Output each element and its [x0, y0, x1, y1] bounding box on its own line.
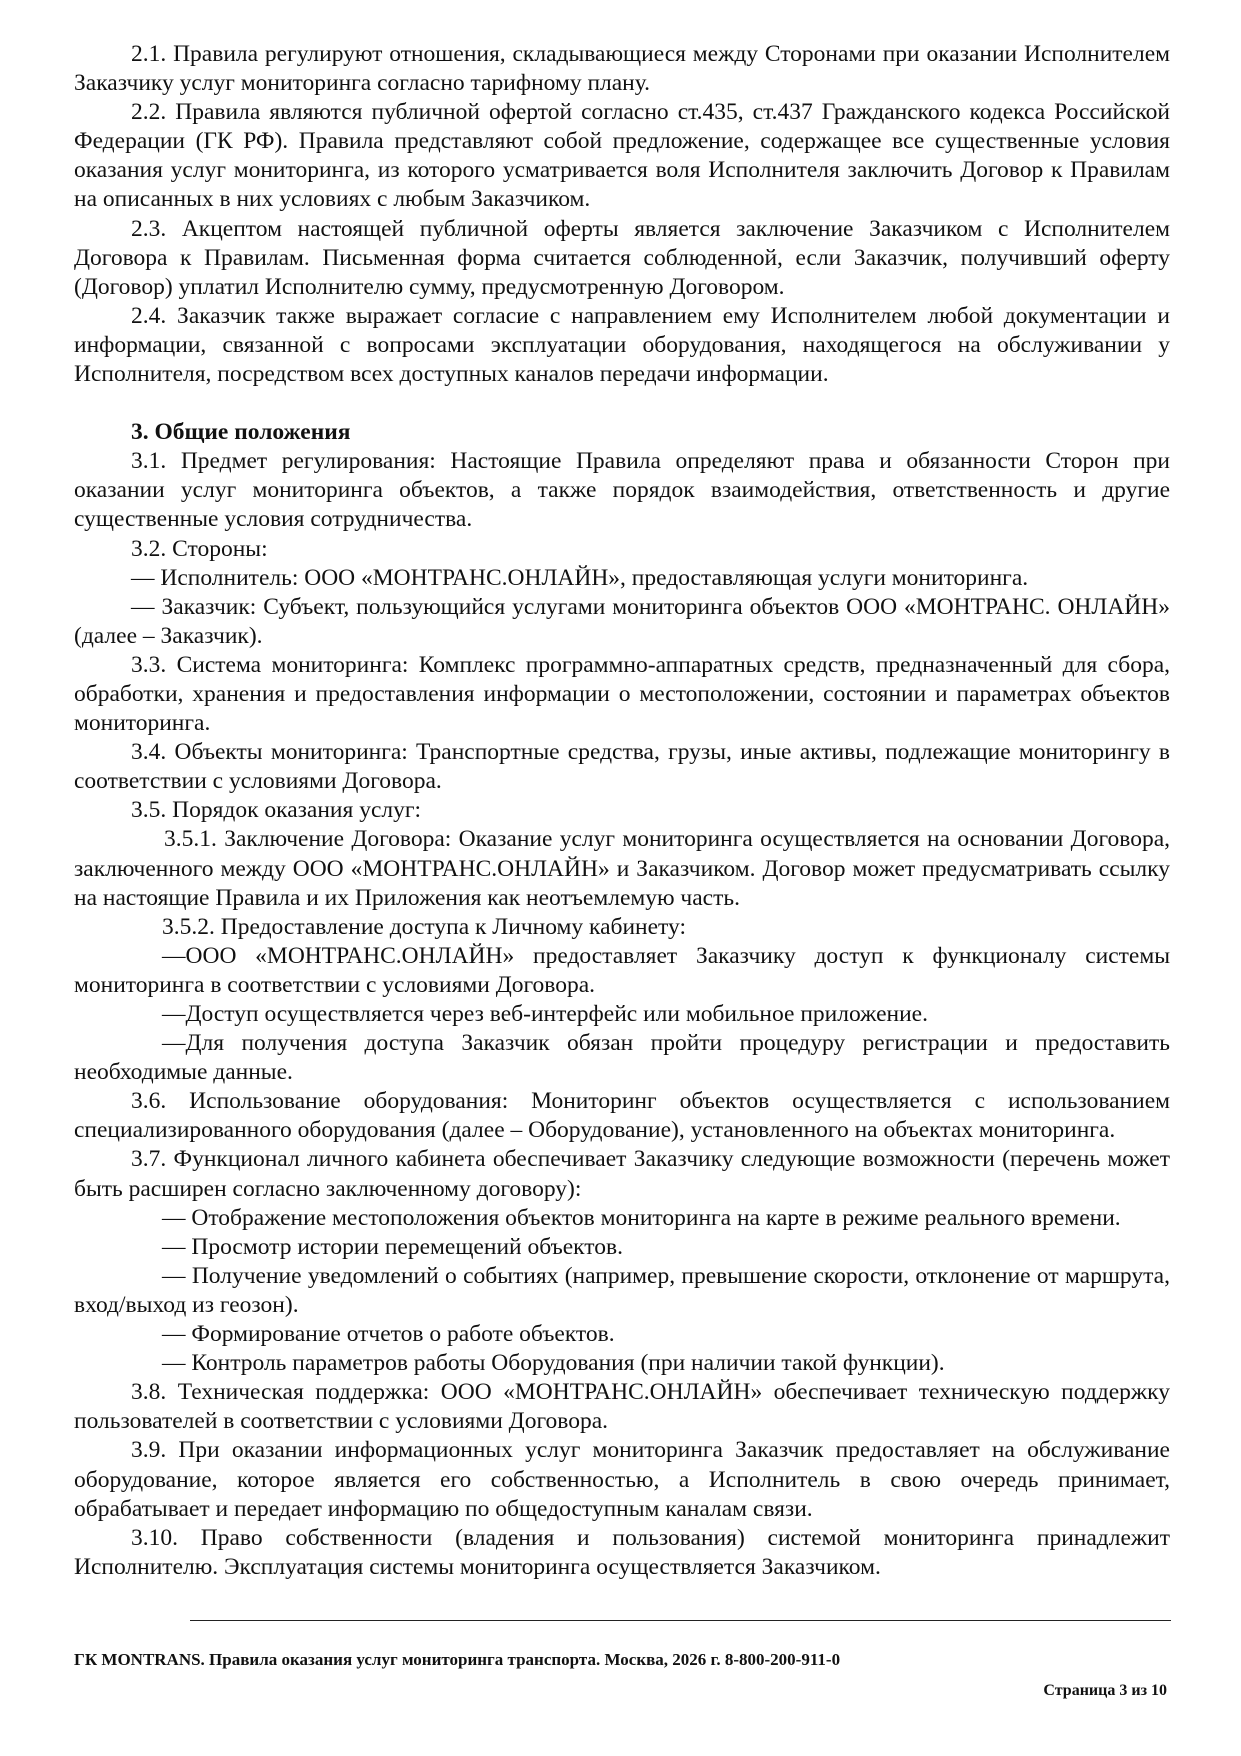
list-item-customer: — Заказчик: Субъект, пользующийся услугами мониторинга объектов ООО «МОНТРАНС. ОНЛАЙН» (далее – Заказчик).: [74, 593, 1170, 649]
paragraph-2-2: 2.2. Правила являются публичной офертой согласно ст.435, ст.437 Гражданского кодекса Российской Федерации (ГК РФ). Правила представляют собой предложение, содержащее все существенные условия оказания услуг мониторинга, из которого усматривается воля Исполнителя заключить Договор к Правилам на описанных в них условиях с любым Заказчиком.: [74, 99, 1170, 213]
list-item-map-location: — Отображение местоположения объектов мониторинга на карте в режиме реального времени.: [162, 1204, 1121, 1231]
page-number: Страница 3 из 10: [1043, 1682, 1167, 1699]
paragraph-3-9: 3.9. При оказании информационных услуг мониторинга Заказчик предоставляет на обслуживание оборудование, которое является его собственностью, а Исполнитель в свою очередь принимает, обрабатывает и передает информацию по общедоступным каналам связи.: [74, 1437, 1170, 1522]
paragraph-3-3: 3.3. Система мониторинга: Комплекс программно-аппаратных средств, предназначенный для сбора, обработки, хранения и предоставления информации о местоположении, состоянии и параметрах объектов мониторинга.: [74, 651, 1170, 737]
paragraph-3-1: 3.1. Предмет регулирования: Настоящие Правила определяют права и обязанности Сторон при оказании услуг мониторинга объектов, а также порядок взаимодействия, ответственность и другие существенные условия сотрудничества.: [74, 448, 1170, 533]
paragraph-2-1: 2.1. Правила регулируют отношения, складывающиеся между Сторонами при оказании Исполнителем Заказчику услуг мониторинга согласно тарифному плану.: [74, 41, 1170, 97]
paragraph-3-7: 3.7. Функционал личного кабинета обеспечивает Заказчику следующие возможности (перечень может быть расширен согласно заключенному договору):: [74, 1146, 1170, 1202]
paragraph-3-8: 3.8. Техническая поддержка: ООО «МОНТРАНС.ОНЛАЙН» обеспечивает техническую поддержку пользователей в соответствии с условиями Договора.: [74, 1379, 1170, 1435]
paragraph-3-2: 3.2. Стороны:: [131, 535, 268, 562]
paragraph-3-5: 3.5. Порядок оказания услуг:: [131, 797, 422, 824]
list-item-notifications: — Получение уведомлений о событиях (например, превышение скорости, отклонение от маршрута, вход/выход из геозон).: [74, 1262, 1170, 1318]
document-body: [74, 40, 1170, 1582]
section-3-heading: 3. Общие положения: [131, 419, 351, 446]
list-item-access-channel: —Доступ осуществляется через веб-интерфейс или мобильное приложение.: [162, 1001, 928, 1027]
list-item-reports: — Формирование отчетов о работе объектов.: [162, 1321, 615, 1348]
paragraph-2-4: 2.4. Заказчик также выражает согласие с направлением ему Исполнителем любой документации и информации, связанной с вопросами эксплуатации оборудования, находящегося на обслуживании у Исполнителя, посредством всех доступных каналов передачи информации.: [74, 302, 1170, 388]
footer-divider: [190, 1620, 1171, 1621]
paragraph-3-4: 3.4. Объекты мониторинга: Транспортные средства, грузы, иные активы, подлежащие мониторингу в соответствии с условиями Договора.: [74, 739, 1170, 795]
list-item-registration: —Для получения доступа Заказчик обязан пройти процедуру регистрации и предоставить необходимые данные.: [74, 1030, 1170, 1086]
footer-text: ГК MONTRANS. Правила оказания услуг мониторинга транспорта. Москва, 2026 г. 8-800-200-911-0: [74, 1650, 841, 1669]
list-item-access-provided: —ООО «МОНТРАНС.ОНЛАЙН» предоставляет Заказчику доступ к функционалу системы мониторинга в соответствии с условиями Договора.: [74, 942, 1170, 998]
paragraph-3-5-1: 3.5.1. Заключение Договора: Оказание услуг мониторинга осуществляется на основании Договора, заключенного между ООО «МОНТРАНС.ОНЛАЙН» и Заказчиком. Договор может предусматривать ссылку на настоящие Правила и их Приложения как неотъемлемую часть.: [74, 826, 1170, 911]
paragraph-2-3: 2.3. Акцептом настоящей публичной оферты является заключение Заказчиком с Исполнителем Договора к Правилам. Письменная форма считается соблюденной, если Заказчик, получивший оферту (Договор) уплатил Исполнителю сумму, предусмотренную Договором.: [74, 215, 1170, 300]
paragraph-3-5-2: 3.5.2. Предоставление доступа к Личному кабинету:: [162, 913, 686, 940]
section-gap: [74, 389, 1170, 418]
list-item-history: — Просмотр истории перемещений объектов.: [162, 1233, 623, 1260]
list-item-executor: — Исполнитель: ООО «МОНТРАНС.ОНЛАЙН», предоставляющая услуги мониторинга.: [131, 564, 1029, 591]
paragraph-3-6: 3.6. Использование оборудования: Мониторинг объектов осуществляется с использованием специализированного оборудования (далее – Оборудование), установленного на объектах мониторинга.: [74, 1088, 1170, 1144]
paragraph-3-10: 3.10. Право собственности (владения и пользования) системой мониторинга принадлежит Исполнителю. Эксплуатация системы мониторинга осуществляется Заказчиком.: [74, 1524, 1170, 1580]
list-item-equipment-control: — Контроль параметров работы Оборудования (при наличии такой функции).: [162, 1350, 945, 1377]
